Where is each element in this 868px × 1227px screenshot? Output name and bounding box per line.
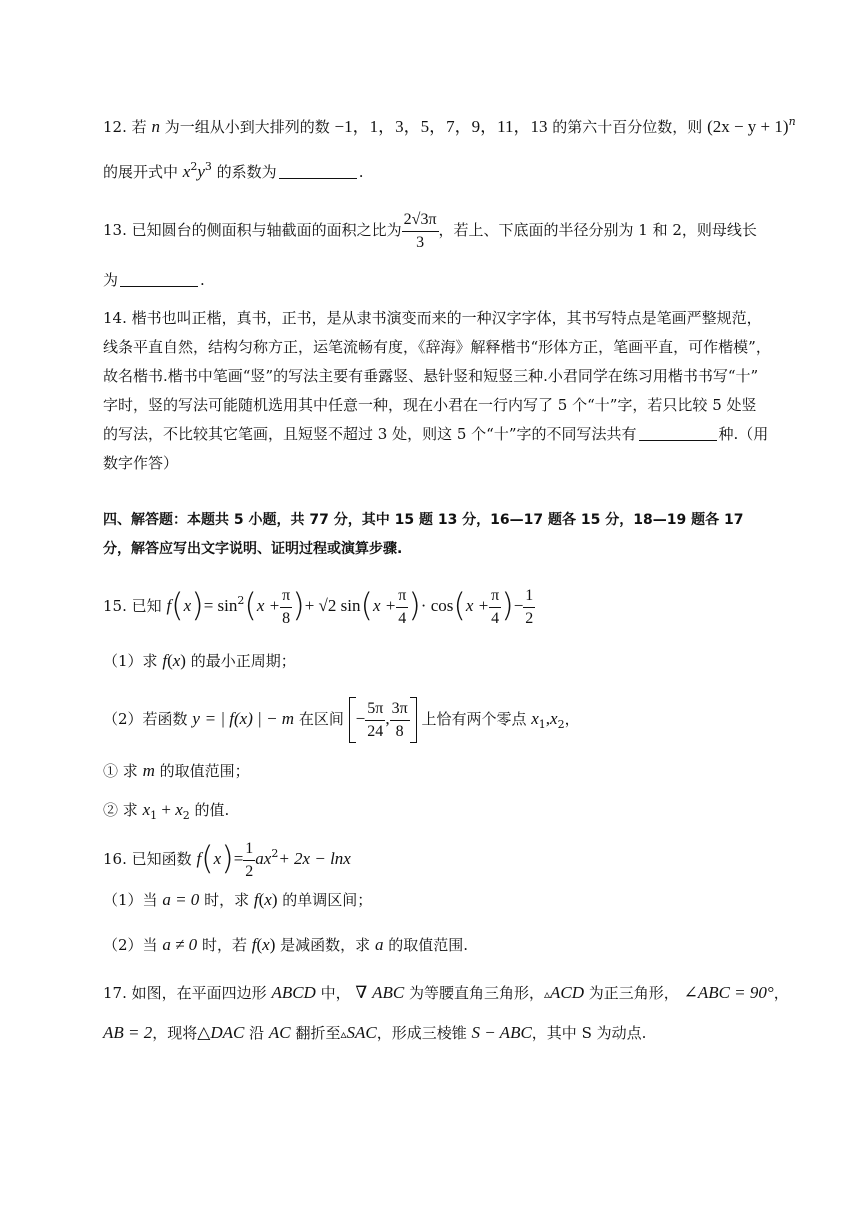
q15-sup: 2 [237,594,245,607]
frac-den: 3 [416,233,425,251]
q12-text: 的第六十百分位数，则 [552,118,703,136]
var-x: x [183,596,192,615]
q12-text: 若 [131,118,147,136]
q12-end: . [358,163,364,181]
q16-text: 的取值范围. [388,936,469,954]
q17-text: 翻折至 [295,1024,341,1042]
q17-label: DAC [210,1023,245,1042]
func-f: f [196,849,202,868]
q17-text: ，其中 S 为动点. [531,1024,647,1042]
triangle-symbol: △ [197,1023,211,1042]
q12-term-x: x [182,162,191,181]
q16-text: 的单调区间； [282,891,373,909]
frac-num: π [280,587,292,608]
answer-blank[interactable] [639,426,717,441]
paren-close: ) [292,586,305,624]
q15-condition-2: ② 求 $x_1 + x_2$ 的值. [103,800,230,822]
paren-open: ( [244,586,257,624]
q17-label: ABCD [271,983,316,1002]
q16-term: ax [255,849,272,868]
q14-line: 故名楷书.楷书中笔画“竖”的写法主要有垂露竖、悬针竖和短竖三种.小君同学在练习用楷书书写“十” [103,367,759,385]
paren-open: ( [453,586,466,624]
q17-text: 为等腰直角三角形， [408,984,544,1002]
q16-condition: a = 0 [162,890,200,909]
frac-den: 4 [491,609,500,627]
q17-line-1 [103,983,789,1002]
q14-line: 数字作答） [103,454,179,472]
question-number: 16. [103,850,127,868]
q14-line: 线条平直自然，结构匀称方正，运笔流畅有度，《辞海》解释楷书“形体方正，笔画平直，可作楷模”， [103,338,771,356]
q14-line: 字时，竖的写法可能随机选用其中任意一种，现在小君在一行内写了 5 个“十”字，若只比较 5 处竖 [103,396,757,414]
func-f: f [253,890,259,909]
q15-text: （1）求 [103,652,158,670]
q14-line [103,420,773,449]
q17-text: 沿 [249,1024,265,1042]
func-f: f [166,596,172,615]
q15-text: 的取值范围； [159,762,250,780]
var-x: x [175,800,183,819]
frac-den: 8 [395,722,404,740]
q15-text: 在区间 [298,710,344,728]
q17-text: ， [773,984,789,1002]
q13-text: 为 [103,271,119,289]
q16-eq: = [233,849,244,868]
q16-text: 已知函数 [131,850,192,868]
q16-text: 时，求 [204,891,250,909]
q17-label: SAC [346,1023,377,1042]
q12-term-y: y [197,162,205,181]
var-x: x [142,800,151,819]
section-heading-line: 四、解答题：本题共 5 小题，共 77 分，其中 15 题 13 分，16—17 题各 15 分，18—19 题各 17 [103,512,744,528]
q15-part2: （2）若函数 y = | f(x) | − m 在区间 − $\frac{5\pi}{24}$ , $\frac{3\pi}{8}$ 上恰有两个零点 $x_1,x_2$， [103,696,773,742]
var-x: x [264,890,272,909]
bracket-left [349,697,356,743]
q12-numbers: −1，1，3，5，7，9，11，13 [334,117,548,136]
q16-formula-line: 16. 已知函数 f(x)= $\frac{1}{2}$ $ax^2+ 2x - \ln x$ [103,839,351,880]
q13-text: 已知圆台的侧面积与轴截面的面积之比为 [131,221,402,239]
q17-text: 如图，在平面四边形 [131,984,267,1002]
q15-arg: x + [372,596,397,615]
q13-fraction [402,211,439,252]
frac-num: 2√3π [402,211,439,232]
frac-den: 2 [525,609,534,627]
q15-sub: 1 [150,809,158,822]
q17-text: 中， [320,984,351,1002]
q17-angle: ∠ABC = 90° [683,983,774,1002]
q15-sub: 2 [557,718,565,731]
q13-end: . [200,271,205,289]
q16-text: （2）当 [103,936,158,954]
q12-text: 的系数为 [216,163,277,181]
q15-sub: 1 [538,718,546,731]
question-number: 12. [103,118,127,136]
q12-text: 的展开式中 [103,163,179,181]
bracket-right [410,697,417,743]
triangle-symbol: ∇ [355,983,368,1002]
q16-part2: （2）当 a ≠ 0 时，若 f(x) 是减函数，求 a 的取值范围. [103,935,469,954]
var-a: a [374,935,384,954]
q15-arg: x + [256,596,281,615]
func-f: f [162,651,168,670]
q12-line-1 [103,115,796,136]
q14-text: 种.（用 [718,425,769,443]
frac-num: 3π [390,700,410,721]
q12-var-n: n [151,117,160,136]
frac-den: 24 [367,722,384,740]
frac-num: π [396,587,408,608]
q15-text: 上恰有两个零点 [421,710,527,728]
frac-num: π [489,587,501,608]
frac-num: 1 [523,587,535,608]
q15-sin: = sin [203,596,238,615]
frac-num: 1 [243,840,255,861]
frac-half [243,840,255,881]
q15-text: 的最小正周期； [190,652,296,670]
q14-text: 的写法，不比较其它笔画，且短竖不超过 3 处，则这 5 个“十”字的不同写法共有 [103,425,637,443]
q15-term: + √2 sin [304,596,361,615]
q13-text: ，若上、下底面的半径分别为 1 和 2，则母线长 [438,221,757,239]
frac-5pi-24 [365,700,385,741]
var-x: x [172,651,181,670]
q17-label: ABC [372,983,405,1002]
q17-text: ，形成三棱锥 [376,1024,467,1042]
answer-blank[interactable] [279,164,357,179]
frac-pi-8 [280,587,292,628]
question-number: 15. [103,597,127,615]
q15-condition-1 [103,762,773,779]
q12-expression: (2x − y + 1) [707,117,789,136]
var-x: x [213,849,222,868]
q17-text: 为正三角形， [588,984,679,1002]
q15-minus: − [513,596,524,615]
section-heading-line: 分，解答应写出文字说明、证明过程或演算步骤. [103,541,403,557]
answer-blank[interactable] [120,272,198,287]
q17-label: ACD [550,983,584,1002]
frac-den: 2 [245,862,254,880]
q15-text: 已知 [131,597,162,615]
q13-line-2 [103,272,773,288]
triangle-symbol: ▵ [340,1027,347,1041]
q15-text: ② 求 [103,801,138,819]
section-heading [103,506,773,564]
q14-paragraph [103,304,773,478]
q12-sup: 3 [204,160,212,173]
q17-label: S − ABC [471,1023,532,1042]
q17-label: AB = 2 [103,1023,153,1042]
paren-close: ) [501,586,514,624]
q16-text: （1）当 [103,891,158,909]
frac-pi-4 [396,587,408,628]
frac-den: 4 [398,609,407,627]
var-m: m [142,761,155,780]
frac-den: 8 [282,609,291,627]
q15-cos: · cos [420,596,454,615]
var-y: y [192,709,200,728]
q16-text: 是减函数，求 [280,936,371,954]
frac-num: 5π [365,700,385,721]
question-number: 13. [103,221,127,239]
q15-text: 的值. [194,801,230,819]
q12-exponent: n [788,115,796,128]
q14-line: 14. 楷书也叫正楷，真书，正书，是从隶书演变而来的一种汉字字体，其书写特点是笔画严整规范， [103,309,762,327]
q15-abs-expr: = | f(x) | − m [204,709,295,728]
frac-half [523,587,535,628]
q17-text: ，现将 [152,1024,198,1042]
q17-line-2 [103,1024,773,1041]
q13-line-1 [103,208,773,252]
q12-text: 为一组从小到大排列的数 [164,118,330,136]
func-f: f [251,935,257,954]
q16-condition: a ≠ 0 [162,935,198,954]
triangle-symbol: ▵ [543,987,550,1001]
q12-sup: 2 [190,160,198,173]
q15-formula-line [103,583,773,629]
paren-open: ( [360,586,373,624]
frac-3pi-8 [390,700,410,741]
paren-close: ) [408,586,421,624]
q16-term: + 2x − lnx [278,849,351,868]
q15-text: （2）若函数 [103,710,188,728]
q12-line-2 [103,160,773,181]
q16-part1: （1）当 a = 0 时，求 f(x) 的单调区间； [103,890,373,909]
var-x: x [550,709,558,728]
q15-sub: 2 [182,809,190,822]
var-x: x [262,935,270,954]
q16-sup: 2 [271,847,279,860]
q15-arg: x + [465,596,490,615]
var-x: x [531,709,539,728]
q17-label: AC [268,1023,291,1042]
question-number: 17. [103,984,127,1002]
frac-pi-4 [489,587,501,628]
paren-close: ) [191,586,204,624]
q16-text: 时，若 [201,936,247,954]
paren-open: ( [171,586,184,624]
q15-text: ① 求 [103,762,138,780]
q15-part1: （1）求 f(x) 的最小正周期； [103,651,296,670]
